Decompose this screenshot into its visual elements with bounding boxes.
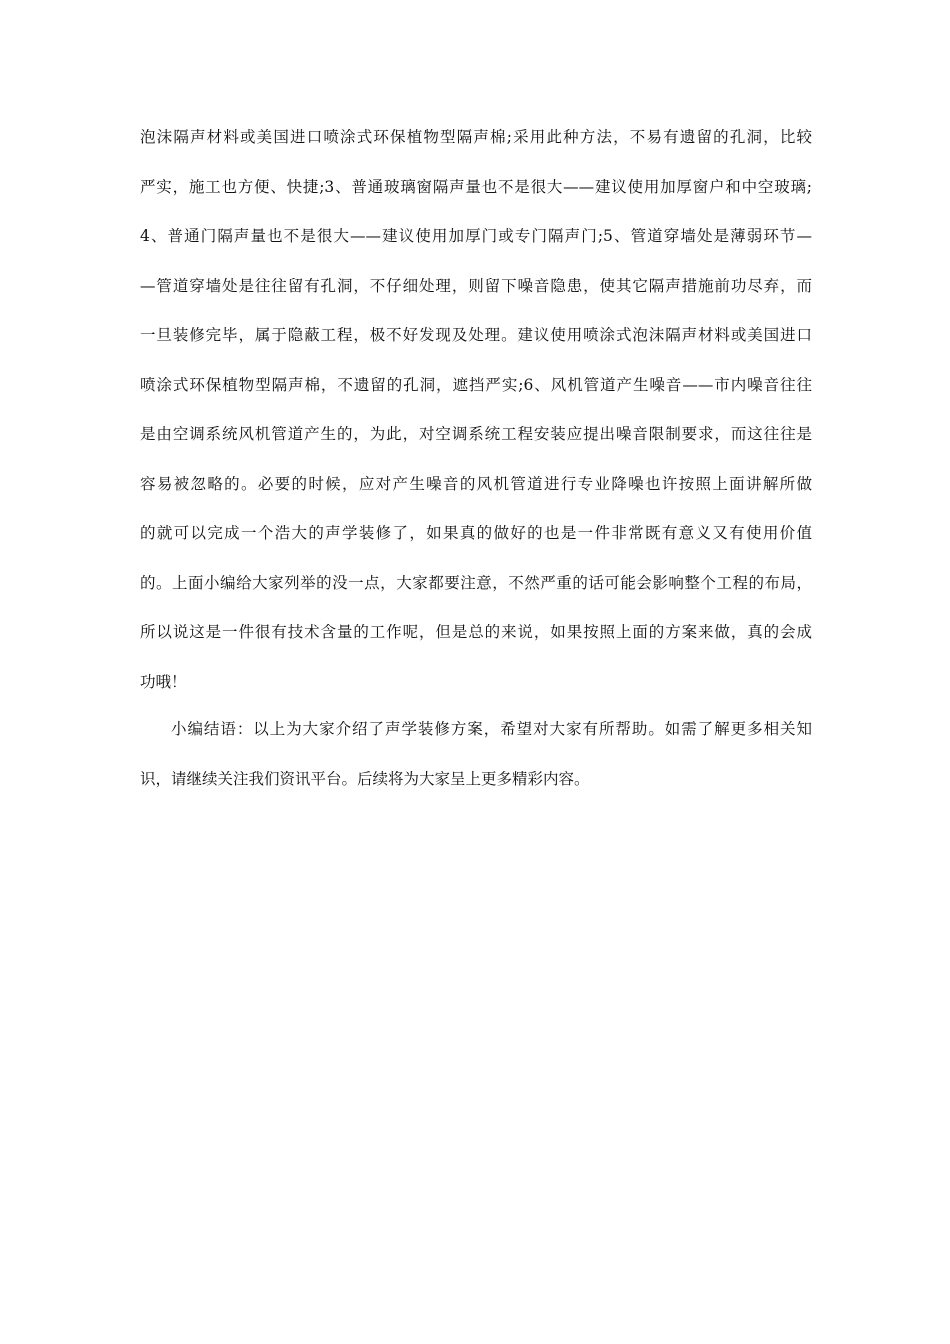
paragraph-line: 容易被忽略的。必要的时候，应对产生噪音的风机管道进行专业降噪也许按照上面讲解所做 xyxy=(140,474,812,493)
paragraph-line: 一旦装修完毕，属于隐蔽工程，极不好发现及处理。建议使用喷涂式泡沫隔声材料或美国进口 xyxy=(140,326,812,344)
closing-paragraph xyxy=(140,714,812,813)
paragraph-line: 功哦！ xyxy=(140,672,187,691)
paragraph-line: 是由空调系统风机管道产生的，为此，对空调系统工程安装应提出噪音限制要求，而这往往是 xyxy=(140,425,812,443)
paragraph-line: 喷涂式环保植物型隔声棉，不遗留的孔洞，遮挡严实;6、风机管道产生噪音——市内噪音往往 xyxy=(140,375,812,394)
paragraph-line: —管道穿墙处是往往留有孔洞，不仔细处理，则留下噪音隐患，使其它隔声措施前功尽弃，而 xyxy=(140,276,812,295)
paragraph-line: 小编结语：以上为大家介绍了声学装修方案，希望对大家有所帮助。如需了解更多相关知 xyxy=(171,720,812,738)
paragraph-line: 泡沫隔声材料或美国进口喷涂式环保植物型隔声棉;采用此种方法，不易有遗留的孔洞，比较 xyxy=(140,128,812,146)
paragraph-line: 4、普通门隔声量也不是很大——建议使用加厚门或专门隔声门;5、管道穿墙处是薄弱环节— xyxy=(140,227,812,245)
paragraph-line: 识，请继续关注我们资讯平台。后续将为大家呈上更多精彩内容。 xyxy=(140,769,590,788)
paragraph-line: 所以说这是一件很有技术含量的工作呢，但是总的来说，如果按照上面的方案来做，真的会成 xyxy=(140,623,812,641)
body-paragraph xyxy=(140,122,812,716)
paragraph-line: 严实，施工也方便、快捷;3、普通玻璃窗隔声量也不是很大——建议使用加厚窗户和中空玻璃; xyxy=(140,177,812,196)
paragraph-line: 的就可以完成一个浩大的声学装修了，如果真的做好的也是一件非常既有意义又有使用价值 xyxy=(140,524,812,542)
paragraph-line: 的。上面小编给大家列举的没一点，大家都要注意，不然严重的话可能会影响整个工程的布局， xyxy=(140,573,812,592)
